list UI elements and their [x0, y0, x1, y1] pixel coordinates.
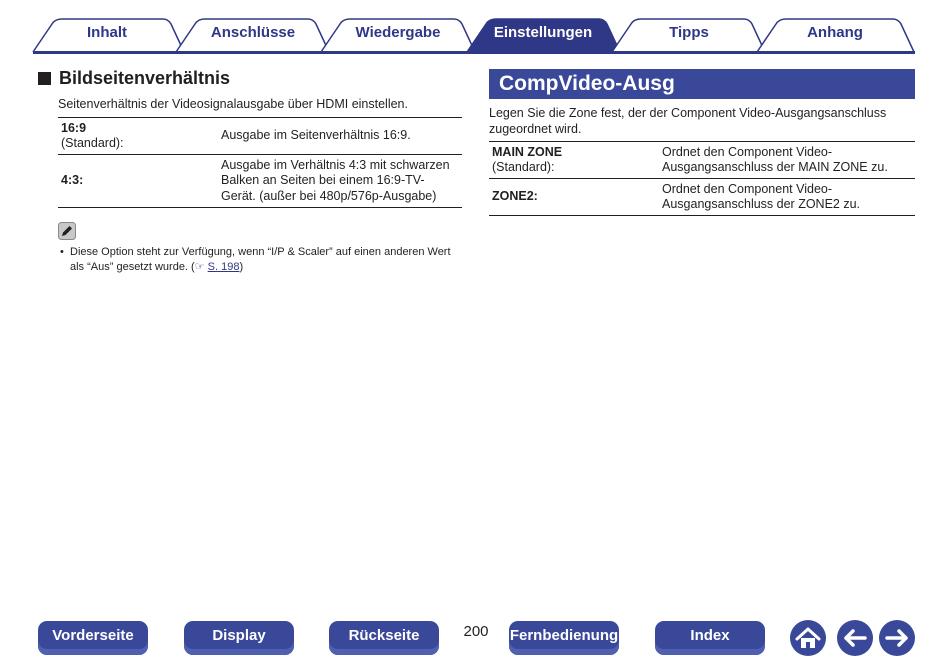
aspect-ratio-title: Bildseitenverhältnis	[59, 67, 231, 88]
index-button[interactable]: Index	[655, 621, 765, 655]
arrow-right-icon	[879, 620, 915, 656]
compvideo-title: CompVideo-Ausg	[489, 69, 915, 99]
rueckseite-button[interactable]: Rückseite	[329, 621, 439, 655]
option-description: Ausgabe im Verhältnis 4:3 mit schwarzen Balken an Seiten bei einem 16:9-TV-Gerät. (außer bei 480p/576p-Ausgabe)	[218, 155, 462, 208]
option-name: 16:9	[61, 120, 87, 135]
hand-pointer-icon: ☞	[194, 261, 205, 273]
pencil-note-icon	[58, 222, 76, 240]
forward-button[interactable]	[879, 620, 915, 656]
page-number: 200	[463, 623, 489, 640]
tab-anschluesse[interactable]: Anschlüsse	[210, 24, 296, 41]
aspect-ratio-options-table	[58, 117, 462, 208]
tab-anhang[interactable]: Anhang	[807, 24, 863, 41]
compvideo-options-table	[489, 141, 915, 216]
table-row	[58, 155, 462, 208]
compvideo-description: Legen Sie die Zone fest, der der Component Video-Ausgangsanschluss zugeordnet wird.	[489, 106, 887, 136]
table-row	[489, 142, 915, 179]
table-row	[58, 118, 462, 155]
table-row	[489, 179, 915, 216]
tab-tipps[interactable]: Tipps	[669, 24, 709, 41]
page-reference-link[interactable]: S. 198	[207, 261, 240, 273]
compvideo-section	[489, 69, 915, 216]
aspect-ratio-description: Seitenverhältnis der Videosignalausgabe über HDMI einstellen.	[58, 97, 408, 111]
home-button[interactable]	[790, 620, 826, 656]
note-text: Diese Option steht zur Verfügung, wenn “I/P & Scaler” auf einen anderen Wert als “Aus” gesetzt wurde.	[70, 246, 451, 273]
back-button[interactable]	[837, 620, 873, 656]
option-name: MAIN ZONE	[492, 144, 563, 159]
note-bullet: •	[60, 246, 64, 258]
option-description: Ordnet den Component Video-Ausgangsanschluss der MAIN ZONE zu.	[659, 142, 915, 179]
option-sub: (Standard):	[492, 160, 555, 174]
arrow-left-icon	[837, 620, 873, 656]
option-name: ZONE2:	[492, 189, 538, 204]
square-bullet-icon	[38, 72, 51, 85]
fernbedienung-button[interactable]: Fernbedienung	[509, 621, 619, 655]
tab-einstellungen[interactable]: Einstellungen	[493, 24, 593, 41]
aspect-ratio-section	[38, 66, 462, 208]
chapter-tab-bar	[0, 0, 950, 56]
tab-wiedergabe[interactable]: Wiedergabe	[355, 24, 441, 41]
option-sub: (Standard):	[61, 136, 124, 150]
note-text-block: • Diese Option steht zur Verfügung, wenn “I/P & Scaler” auf einen anderen Wert als “Aus” gesetzt wurde. (☞ S. 198)	[60, 246, 451, 273]
vorderseite-button[interactable]: Vorderseite	[38, 621, 148, 655]
home-icon	[790, 620, 826, 656]
option-description: Ordnet den Component Video-Ausgangsanschluss der ZONE2 zu.	[659, 179, 915, 216]
option-description: Ausgabe im Seitenverhältnis 16:9.	[218, 118, 462, 155]
option-name: 4:3:	[61, 173, 84, 188]
tab-inhalt[interactable]: Inhalt	[87, 24, 127, 41]
aspect-ratio-heading	[38, 66, 462, 90]
display-button[interactable]: Display	[184, 621, 294, 655]
